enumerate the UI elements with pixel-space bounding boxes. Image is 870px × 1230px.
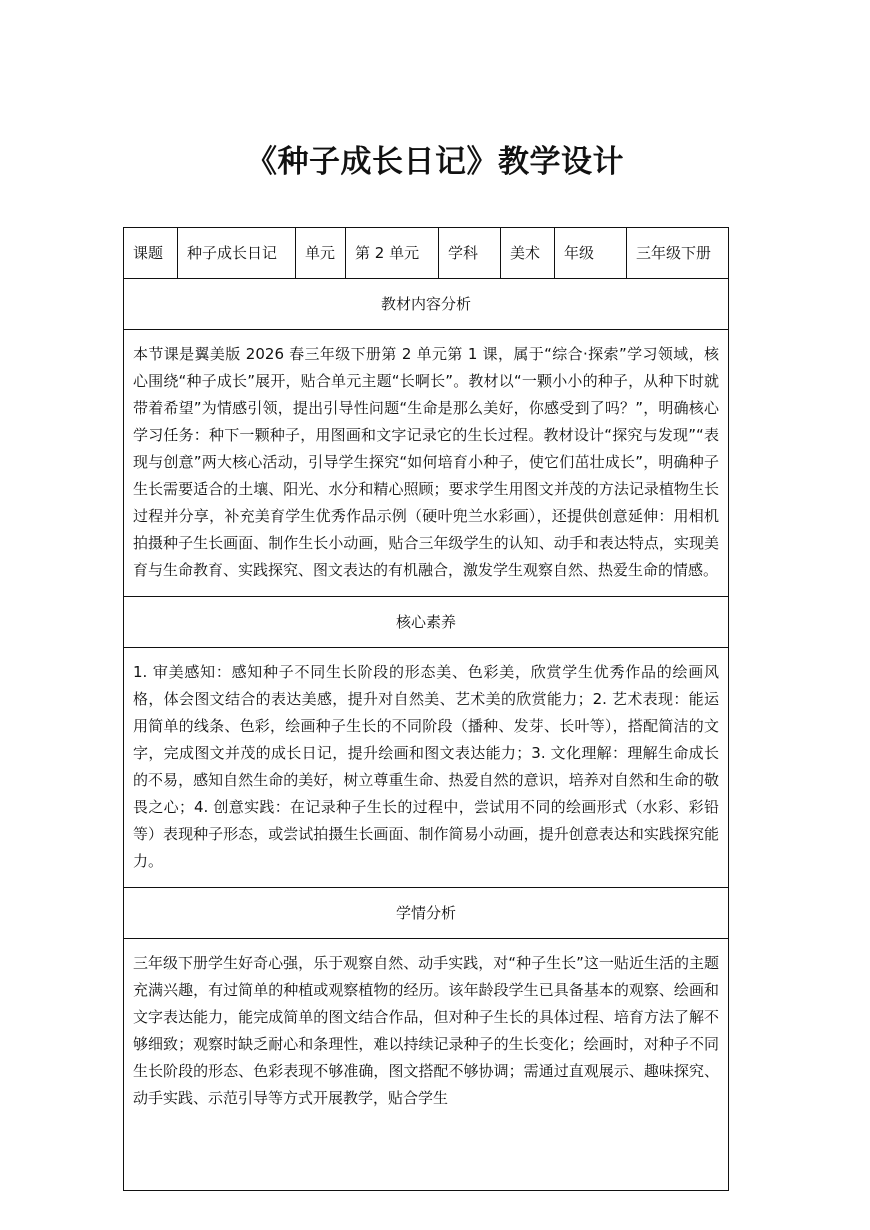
section-body-row: [124, 939, 729, 1191]
section-body-row: [124, 648, 729, 888]
unit-label: 单元: [296, 228, 346, 279]
core-literacy-heading: 核心素养: [124, 597, 729, 648]
student-analysis-text: 三年级下册学生好奇心强，乐于观察自然、动手实践，对“种子生长”这一贴近生活的主题充满兴趣，有过简单的种植或观察植物的经历。该年龄段学生已具备基本的观察、绘画和文字表达能力，能完成简单的图文结合作品，但对种子生长的具体过程、培育方法了解不够细致；观察时缺乏耐心和条理性，难以持续记录种子的生长变化；绘画时，对种子不同生长阶段的形态、色彩表现不够准确，图文搭配不够协调；需通过直观展示、趣味探究、动手实践、示范引导等方式开展教学，贴合学生: [124, 939, 729, 1191]
textbook-analysis-heading: 教材内容分析: [124, 279, 729, 330]
lesson-info-row: [124, 228, 729, 279]
course-label: 课题: [124, 228, 178, 279]
document-title: 《种子成长日记》教学设计: [246, 144, 624, 180]
section-body-row: [124, 330, 729, 597]
lesson-plan-table: [123, 227, 729, 1191]
grade-value: 三年级下册: [627, 228, 729, 279]
student-analysis-heading: 学情分析: [124, 888, 729, 939]
course-value: 种子成长日记: [178, 228, 296, 279]
section-heading-row: [124, 279, 729, 330]
subject-value: 美术: [501, 228, 555, 279]
core-literacy-text: 1. 审美感知：感知种子不同生长阶段的形态美、色彩美，欣赏学生优秀作品的绘画风格，体会图文结合的表达美感，提升对自然美、艺术美的欣赏能力；2. 艺术表现：能运用简单的线条、色彩，绘画种子生长的不同阶段（播种、发芽、长叶等），搭配简洁的文字，完成图文并茂的成长日记，提升绘画和图文表达能力；3. 文化理解：理解生命成长的不易，感知自然生命的美好，树立尊重生命、热爱自然的意识，培养对自然和生命的敬畏之心；4. 创意实践：在记录种子生长的过程中，尝试用不同的绘画形式（水彩、彩铅等）表现种子形态，或尝试拍摄生长画面、制作简易小动画，提升创意表达和实践探究能力。: [124, 648, 729, 888]
unit-value: 第 2 单元: [346, 228, 439, 279]
section-heading-row: [124, 597, 729, 648]
section-heading-row: [124, 888, 729, 939]
subject-label: 学科: [439, 228, 501, 279]
textbook-analysis-text: 本节课是翼美版 2026 春三年级下册第 2 单元第 1 课，属于“综合·探索”学习领域，核心围绕“种子成长”展开，贴合单元主题“长啊长”。教材以“一颗小小的种子，从种下时就带着希望”为情感引领，提出引导性问题“生命是那么美好，你感受到了吗？”，明确核心学习任务：种下一颗种子，用图画和文字记录它的生长过程。教材设计“探究与发现”“表现与创意”两大核心活动，引导学生探究“如何培育小种子，使它们茁壮成长”，明确种子生长需要适合的土壤、阳光、水分和精心照顾；要求学生用图文并茂的方法记录植物生长过程并分享，补充美育学生优秀作品示例（硬叶兜兰水彩画），还提供创意延伸：用相机拍摄种子生长画面、制作生长小动画，贴合三年级学生的认知、动手和表达特点，实现美育与生命教育、实践探究、图文表达的有机融合，激发学生观察自然、热爱生命的情感。: [124, 330, 729, 597]
grade-label: 年级: [555, 228, 627, 279]
